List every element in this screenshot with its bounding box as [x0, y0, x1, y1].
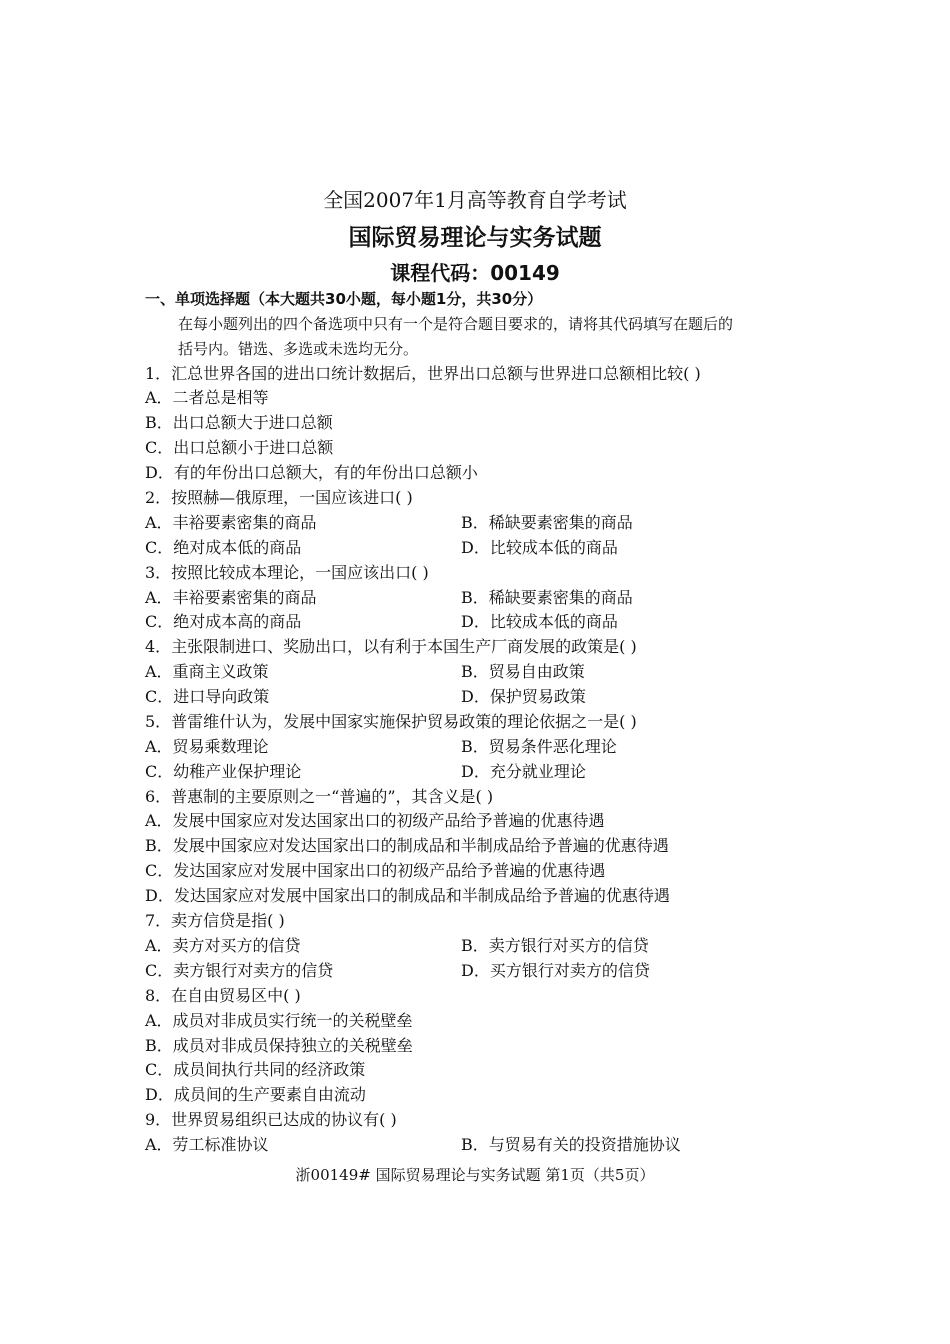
question-option: B．贸易自由政策 [461, 662, 585, 681]
question-option: A．丰裕要素密集的商品 [145, 513, 317, 532]
question-option: B．出口总额大于进口总额 [145, 413, 333, 432]
question-option: A．丰裕要素密集的商品 [145, 588, 317, 607]
section-instruction: 括号内。错选、多选或未选均无分。 [178, 340, 419, 358]
question-option: A．发展中国家应对发达国家出口的初级产品给予普遍的优惠待遇 [145, 811, 605, 830]
section-heading: 一、单项选择题（本大题共30小题，每小题1分，共30分） [145, 290, 543, 308]
question-stem: 8．在自由贸易区中( ) [145, 986, 301, 1005]
question-option: D．充分就业理论 [461, 762, 586, 781]
question-option: B．与贸易有关的投资措施协议 [461, 1135, 681, 1154]
question-option: B．发展中国家应对发达国家出口的制成品和半制成品给予普遍的优惠待遇 [145, 836, 669, 855]
question-option: D．买方银行对卖方的信贷 [461, 961, 650, 980]
section-instruction: 在每小题列出的四个备选项中只有一个是符合题目要求的，请将其代码填写在题后的 [178, 315, 734, 333]
course-code: 课程代码：00149 [390, 261, 560, 285]
question-option: A．二者总是相等 [145, 388, 269, 407]
question-option: D．比较成本低的商品 [461, 538, 618, 557]
question-option: C．发达国家应对发展中国家出口的初级产品给予普遍的优惠待遇 [145, 861, 606, 880]
question-option: A．成员对非成员实行统一的关税壁垒 [145, 1011, 413, 1030]
question-option: D．比较成本低的商品 [461, 612, 618, 631]
question-option: A．劳工标准协议 [145, 1135, 269, 1154]
exam-title: 全国2007年1月高等教育自学考试 [323, 188, 627, 212]
question-option: C．卖方银行对卖方的信贷 [145, 961, 334, 980]
question-stem: 1．汇总世界各国的进出口统计数据后，世界出口总额与世界进口总额相比较( ) [145, 364, 701, 383]
question-option: B．卖方银行对买方的信贷 [461, 936, 649, 955]
question-option: D．成员间的生产要素自由流动 [145, 1085, 366, 1104]
question-option: A．重商主义政策 [145, 662, 269, 681]
question-stem: 6．普惠制的主要原则之一“普遍的”，其含义是( ) [145, 787, 494, 806]
question-stem: 5．普雷维什认为，发展中国家实施保护贸易政策的理论依据之一是( ) [145, 712, 637, 731]
question-option: C．成员间执行共同的经济政策 [145, 1060, 366, 1079]
question-stem: 2．按照赫—俄原理，一国应该进口( ) [145, 488, 413, 507]
question-stem: 7．卖方信贷是指( ) [145, 911, 285, 930]
question-option: C．绝对成本低的商品 [145, 538, 302, 557]
question-option: B．稀缺要素密集的商品 [461, 588, 633, 607]
question-option: C．幼稚产业保护理论 [145, 762, 302, 781]
question-option: B．成员对非成员保持独立的关税壁垒 [145, 1036, 413, 1055]
subject-title: 国际贸易理论与实务试题 [348, 225, 602, 251]
page-footer: 浙00149# 国际贸易理论与实务试题 第1页（共5页） [295, 1166, 655, 1184]
question-option: B．稀缺要素密集的商品 [461, 513, 633, 532]
question-option: A．贸易乘数理论 [145, 737, 269, 756]
question-stem: 9．世界贸易组织已达成的协议有( ) [145, 1110, 397, 1129]
question-option: C．绝对成本高的商品 [145, 612, 302, 631]
question-option: C．进口导向政策 [145, 687, 270, 706]
question-option: D．保护贸易政策 [461, 687, 586, 706]
question-option: D．有的年份出口总额大，有的年份出口总额小 [145, 463, 478, 482]
question-stem: 4．主张限制进口、奖励出口，以有利于本国生产厂商发展的政策是( ) [145, 637, 637, 656]
question-option: B．贸易条件恶化理论 [461, 737, 617, 756]
question-option: D．发达国家应对发展中国家出口的制成品和半制成品给予普遍的优惠待遇 [145, 886, 670, 905]
question-option: C．出口总额小于进口总额 [145, 438, 334, 457]
question-stem: 3．按照比较成本理论，一国应该出口( ) [145, 563, 429, 582]
question-option: A．卖方对买方的信贷 [145, 936, 301, 955]
